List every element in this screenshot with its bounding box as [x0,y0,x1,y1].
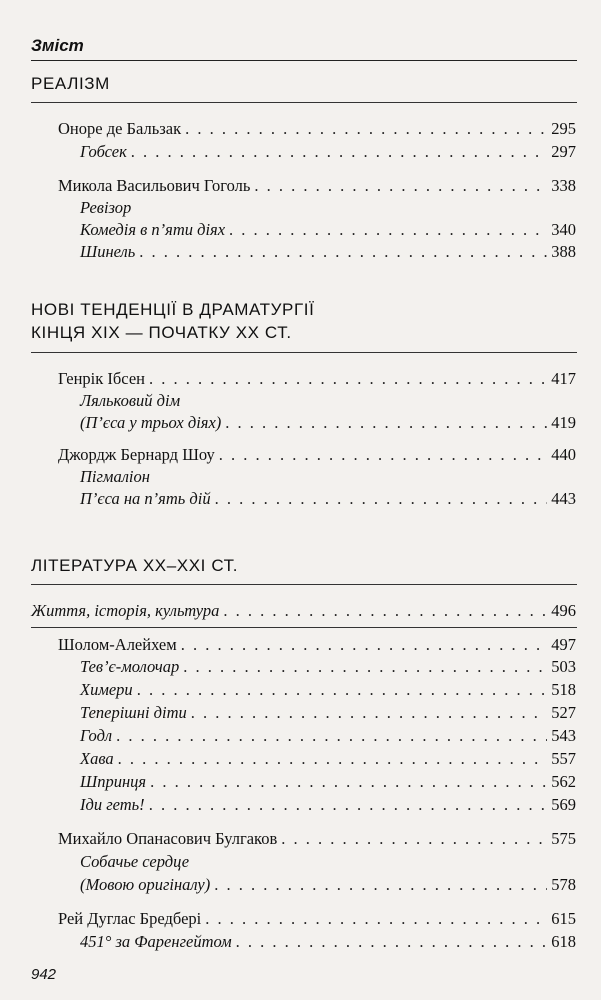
entry-page: 615 [551,909,576,928]
entry-title: Життя, історія, культура [31,601,220,620]
dot-leader [254,175,547,197]
entry-title: Химери [80,680,133,699]
dot-leader [118,748,548,770]
dot-leader [225,412,547,434]
entry-title: Джордж Бернард Шоу [58,445,215,464]
entry-page: 443 [551,489,576,508]
toc-entry-bulgakov[interactable] [58,828,576,850]
section-title-drama [31,298,577,344]
section-rule-drama [31,352,577,353]
entry-page: 562 [551,772,576,791]
toc-entry-sobache-serdtse[interactable] [80,874,576,896]
toc-entry-pygmalion[interactable] [80,488,576,510]
toc-entry-dim[interactable] [80,412,576,434]
entry-page: 503 [551,657,576,676]
dot-leader [219,444,548,466]
dot-leader [185,118,547,140]
toc-work-title-pygmalion: Пігмаліон [80,467,150,486]
entry-title: Михайло Опанасович Булгаков [58,829,278,848]
section-title-realism [31,72,577,95]
section-rule-realism [31,102,577,103]
entry-rule [31,627,577,628]
entry-page: 440 [551,445,576,464]
entry-page: 527 [551,703,576,722]
dot-leader [116,725,547,747]
toc-entry-khava[interactable] [80,748,576,770]
entry-page: 497 [551,635,576,654]
entry-title: Іди геть! [80,795,145,814]
entry-title: Тев’є-молочар [80,657,180,676]
entry-page: 340 [551,220,576,239]
running-header: Зміст [31,36,84,55]
entry-title: Шпринця [80,772,147,791]
toc-entry-gogol[interactable] [58,175,576,197]
section-title-line: НОВІ ТЕНДЕНЦІЇ В ДРАМАТУРГІЇ [31,300,315,319]
dot-leader [205,908,547,930]
toc-entry-bradbury[interactable] [58,908,576,930]
toc-entry-sholom-aleichem[interactable] [58,634,576,656]
dot-leader [215,488,548,510]
dot-leader [191,702,547,724]
entry-page: 419 [551,413,576,432]
dot-leader [139,241,547,263]
toc-entry-shaw[interactable] [58,444,576,466]
section-rule-literature [31,584,577,585]
toc-entry-tevye[interactable] [80,656,576,678]
entry-title: Рей Дуглас Бредбері [58,909,202,928]
dot-leader [281,828,547,850]
entry-page: 496 [551,601,576,620]
toc-entry-shpryntsia[interactable] [80,771,576,793]
section-title-line: РЕАЛІЗМ [31,74,110,93]
toc-entry-khymery[interactable] [80,679,576,701]
toc-entry-idy-get[interactable] [80,794,576,816]
entry-title: Шинель [80,242,136,261]
toc-entry-life-history-culture[interactable] [31,600,576,622]
entry-title: (П’єса у трьох діях) [80,413,222,432]
toc-entry-shynel[interactable] [80,241,576,263]
toc-entry-ibsen[interactable] [58,368,576,390]
entry-title: Микола Васильович Гоголь [58,176,251,195]
section-title-line: ЛІТЕРАТУРА XX–XXI СТ. [31,556,239,575]
dot-leader [181,634,548,656]
entry-title: П’єса на п’ять дій [80,489,211,508]
toc-entry-balzac[interactable] [58,118,576,140]
entry-page: 618 [551,932,576,951]
entry-page: 557 [551,749,576,768]
entry-page: 543 [551,726,576,745]
toc-work-title-sobache-serdtse: Собачье сердце [80,852,190,871]
toc-work-title-dim: Ляльковий дім [80,391,181,410]
toc-entry-teperishni-dity[interactable] [80,702,576,724]
entry-title: Теперішні діти [80,703,187,722]
entry-page: 518 [551,680,576,699]
section-title-literature [31,554,577,577]
dot-leader [150,771,547,793]
entry-page: 388 [551,242,576,261]
entry-title: Генрік Ібсен [58,369,145,388]
entry-page: 338 [551,176,576,195]
entry-page: 569 [551,795,576,814]
dot-leader [236,931,548,953]
section-title-line: КІНЦЯ XIX — ПОЧАТКУ XX СТ. [31,323,292,342]
entry-title: Комедія в п’яти діях [80,220,226,239]
toc-entry-fahrenheit-451[interactable] [80,931,576,953]
toc-entry-godl[interactable] [80,725,576,747]
toc-work-title-revizor: Ревізор [80,198,132,217]
entry-title: Гобсек [80,142,127,161]
dot-leader [137,679,548,701]
toc-entry-gobsek[interactable] [80,141,576,163]
entry-page: 297 [551,142,576,161]
entry-title: Хава [80,749,114,768]
entry-page: 575 [551,829,576,848]
dot-leader [223,600,547,622]
dot-leader [229,219,547,241]
header-rule [31,60,577,61]
entry-title: Шолом-Алейхем [58,635,177,654]
dot-leader [131,141,547,163]
dot-leader [149,368,547,390]
page-number: 942 [31,966,57,983]
entry-title: (Мовою оригіналу) [80,875,211,894]
entry-title: Оноре де Бальзак [58,119,182,138]
entry-title: 451° за Фаренгейтом [80,932,232,951]
entry-title: Годл [80,726,113,745]
dot-leader [183,656,547,678]
dot-leader [149,794,548,816]
entry-page: 295 [551,119,576,138]
entry-page: 417 [551,369,576,388]
dot-leader [214,874,547,896]
toc-entry-revizor[interactable] [80,219,576,241]
entry-page: 578 [551,875,576,894]
